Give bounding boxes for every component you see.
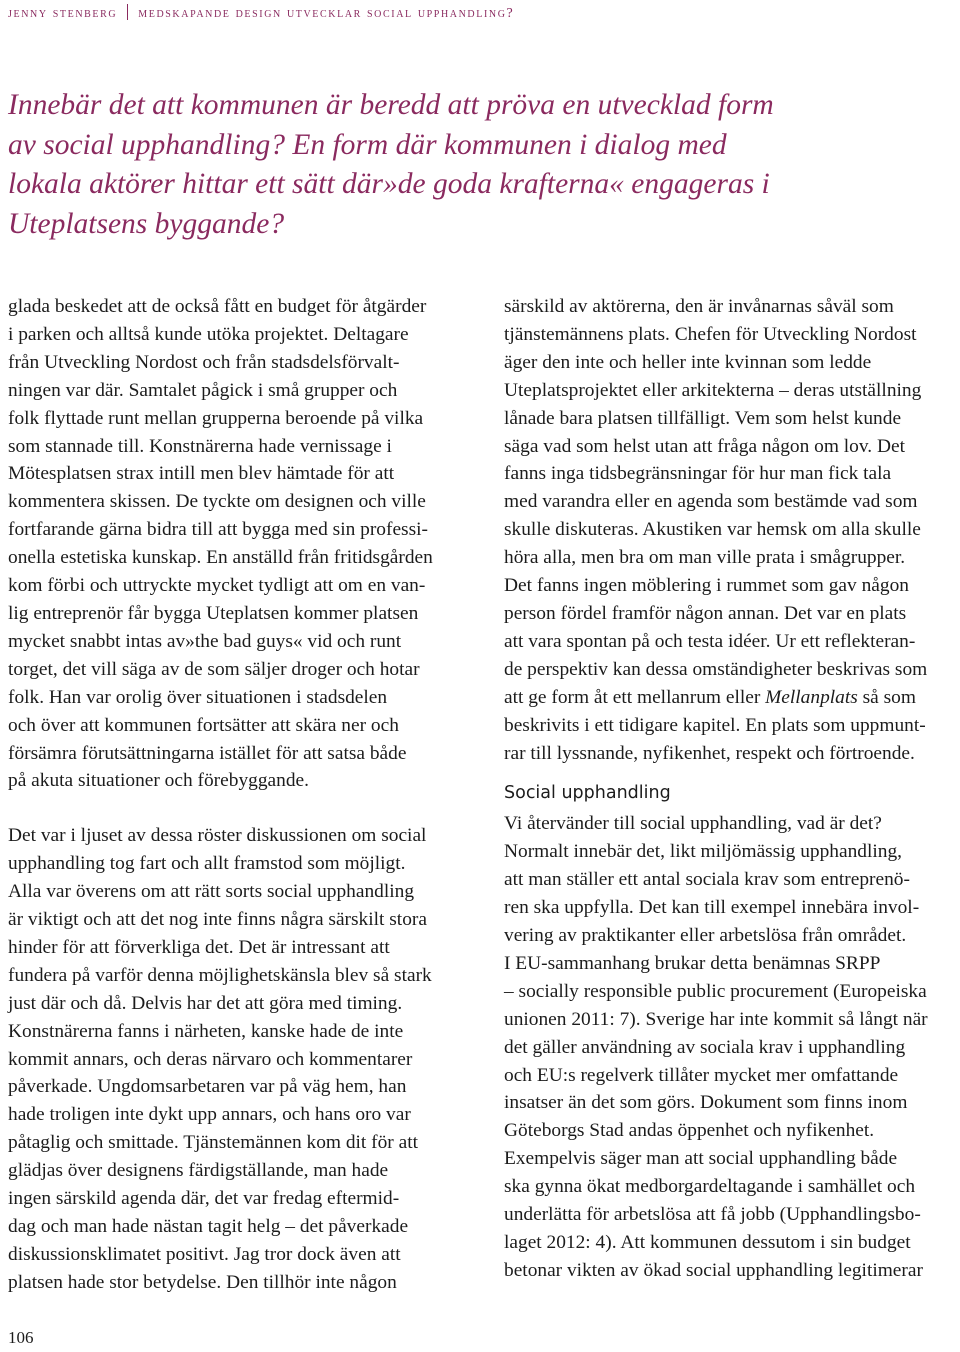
text-line: skulle diskuteras. Akustiken var hemsk om alla skulle (504, 519, 921, 541)
text-line: med varandra eller en agenda som bestämde vad som (504, 491, 918, 513)
text-line: laget 2012: 4). Att kommunen dessutom i sin budget (504, 1232, 911, 1253)
text-fragment: så som (857, 686, 916, 708)
text-line: särskild av aktörerna, den är invånarnas såväl som (504, 296, 894, 317)
text-line: ska gynna ökat medborgardeltagande i samhället och (504, 1176, 916, 1198)
text-line: Göteborgs Stad andas öppenhet och nyfikenhet. (504, 1120, 875, 1142)
text-line: fundera på varför denna möjlighetskänsla blev så stark (8, 964, 432, 986)
right-paragraph-2 (504, 810, 956, 1284)
text-line: kommit annars, och deras närvaro och kommentarer (8, 1048, 413, 1070)
text-line: hinder för att förverkliga det. Det är intressant att (8, 936, 390, 958)
header-divider (127, 4, 128, 20)
right-column (504, 293, 956, 1285)
text-line: underlätta för arbetslösa att få jobb (Upphandlingsbo- (504, 1204, 921, 1226)
text-line: Normalt innebär det, likt miljömässig upphandling, (504, 841, 902, 863)
intro-line: Uteplatsens byggande? (8, 207, 285, 240)
text-line: glada beskedet att de också fått en budget för åtgärder (8, 296, 427, 317)
text-line: påverkade. Ungdomsarbetaren var på väg hem, han (8, 1076, 407, 1098)
text-line: person fördel framför någon annan. Det var en plats (504, 602, 907, 624)
text-line: fanns inga tidsbegränsningar för hur man fick tala (504, 463, 892, 485)
text-line: och EU:s regelverk tillåter mycket mer omfattande (504, 1064, 899, 1086)
intro-line: lokala aktörer hittar ett sätt där»de goda krafterna« engageras i (8, 168, 770, 200)
text-line: från Utveckling Nordost och från stadsdelsförvalt- (8, 351, 400, 373)
text-line: diskussionsklimatet positivt. Jag tror dock även att (8, 1243, 401, 1265)
left-paragraph-2 (8, 822, 468, 1296)
section-heading: Social upphandling (504, 783, 671, 804)
text-line: vering av praktikanter eller arbetslösa från området. (504, 925, 907, 947)
text-line: på akuta situationer och förebyggande. (8, 770, 309, 792)
text-line: i parken och alltså kunde utöka projektet. Deltagare (8, 323, 409, 345)
text-line: Exempelvis säger man att social upphandling både (504, 1148, 898, 1170)
text-line: som stannade till. Konstnärerna hade vernissage i (8, 435, 392, 457)
text-line: upphandling tog fart och allt framstod som möjligt. (8, 853, 406, 875)
text-fragment: att ge form åt ett mellanrum eller (504, 686, 766, 708)
text-line: mycket snabbt intas av»the bad guys« vid och runt (8, 630, 402, 652)
text-line: höra alla, men bra om man ville prata i smågrupper. (504, 547, 906, 569)
text-line: Alla var överens om att rätt sorts social upphandling (8, 881, 415, 903)
text-line: Vi återvänder till social upphandling, vad är det? (504, 813, 882, 835)
text-line: onella estetiska kunskap. En anställd från fritidsgården (8, 547, 433, 569)
text-line: betonar vikten av ökad social upphandling legitimerar (504, 1259, 923, 1281)
text-line: ningen var där. Samtalet pågick i små grupper och (8, 379, 398, 401)
text-line: platsen hade stor betydelse. Den tillhör inte någon (8, 1271, 397, 1293)
text-line: äger den inte och heller inte kvinnan som ledde (504, 351, 872, 373)
text-line: kommentera skissen. De tyckte om designen och ville (8, 491, 426, 513)
header-chapter-title: medskapande design utvecklar social upphandling? (138, 6, 515, 21)
text-line: att vara spontan på och testa idéer. Ur ett reflekteran- (504, 630, 916, 652)
text-line: I EU-sammanhang brukar detta benämnas SRPP (504, 952, 881, 974)
header-author: jenny stenberg (8, 6, 118, 21)
intro-quote (8, 86, 938, 244)
text-line: ingen särskild agenda där, det var fredag eftermid- (8, 1188, 400, 1210)
text-line: Mötesplatsen strax intill men blev hämtade för att (8, 463, 395, 485)
emphasis-mellanplats: Mellanplats (765, 686, 858, 708)
text-line-with-emphasis (504, 684, 956, 712)
right-paragraph-1 (504, 293, 956, 767)
text-line: fortfarande gärna bidra till att bygga med sin professi- (8, 519, 428, 541)
text-line: beskrivits i ett tidigare kapitel. En plats som uppmunt- (504, 714, 926, 736)
text-line: just där och då. Delvis har det att göra med timing. (8, 992, 403, 1014)
text-line: dag och man hade nästan tagit helg – det påverkade (8, 1216, 409, 1237)
text-line: lånade bara platsen tillfälligt. Vem som helst kunde (504, 407, 902, 429)
text-line: Uteplatsprojektet eller arkitekterna – deras utställning (504, 379, 922, 401)
text-line: påtaglig och smittade. Tjänstemännen kom dit för att (8, 1132, 418, 1154)
text-line: det gäller användning av sociala krav i upphandling (504, 1036, 906, 1058)
intro-line: Innebär det att kommunen är beredd att pröva en utvecklad form (8, 89, 774, 121)
text-line: kom förbi och uttryckte mycket tydligt att om en van- (8, 575, 426, 597)
text-line: att man ställer ett antal sociala krav som entreprenö- (504, 869, 910, 891)
text-line: torget, det vill säga av de som säljer droger och hotar (8, 658, 420, 680)
text-line: – socially responsible public procurement (Europeiska (504, 980, 927, 1002)
text-line: Det fanns ingen möblering i rummet som gav någon (504, 575, 909, 597)
text-line: Det var i ljuset av dessa röster diskussionen om social (8, 825, 427, 847)
text-line: och över att kommunen fortsätter att skära ner och (8, 714, 399, 736)
text-line: de perspektiv kan dessa omständigheter beskrivas som (504, 658, 928, 680)
paragraph-gap (8, 795, 468, 822)
text-line: folk. Han var orolig över situationen i stadsdelen (8, 686, 388, 708)
left-column (8, 293, 468, 1297)
text-line: Konstnärerna fanns i närheten, kanske hade de inte (8, 1020, 404, 1042)
text-line: säga vad som helst utan att fråga någon om lov. Det (504, 435, 905, 457)
text-line: är viktigt och att det nog inte finns några särskilt stora (8, 909, 427, 931)
text-line: försämra förutsättningarna istället för att satsa både (8, 742, 407, 764)
text-line: insatser än det som görs. Dokument som finns inom (504, 1092, 908, 1114)
text-line: ren ska uppfylla. Det kan till exempel innebära invol- (504, 897, 920, 919)
running-header (8, 4, 514, 22)
text-line: rar till lyssnande, nyfikenhet, respekt och förtroende. (504, 742, 915, 764)
text-line: glädjas över designens färdigställande, man hade (8, 1160, 389, 1182)
left-paragraph-1 (8, 293, 468, 795)
intro-line: av social upphandling? En form där kommunen i dialog med (8, 128, 727, 161)
text-line: folk flyttade runt mellan grupperna beroende på vilka (8, 407, 424, 429)
text-line: tjänstemännens plats. Chefen för Utveckling Nordost (504, 323, 917, 345)
page-number: 106 (8, 1328, 34, 1347)
text-line: lig entreprenör får bygga Uteplatsen kommer platsen (8, 602, 419, 624)
text-line: hade troligen inte dykt upp annars, och hans oro var (8, 1104, 411, 1126)
text-line: unionen 2011: 7). Sverige har inte kommit så långt när (504, 1008, 928, 1030)
